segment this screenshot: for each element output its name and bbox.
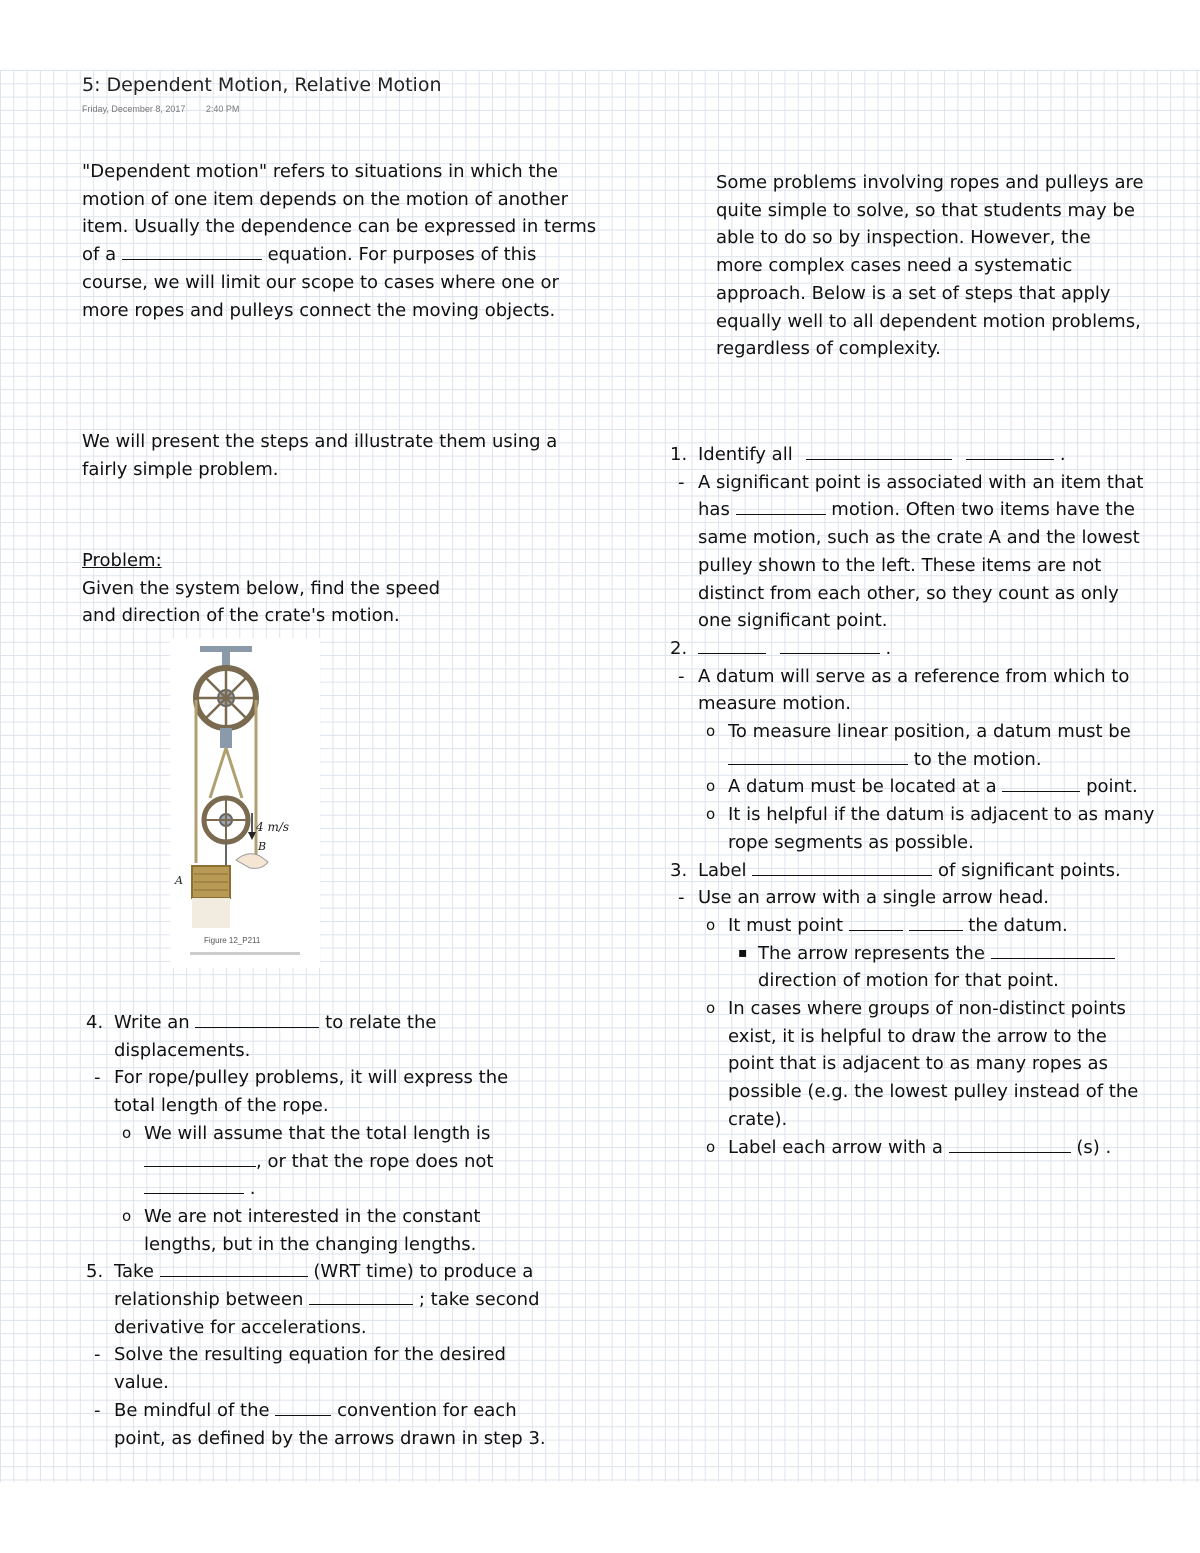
detail-line: distinct from each other, so they count as only — [698, 582, 1119, 604]
dash-bullet: - — [94, 1067, 101, 1089]
detail-text: has — [698, 499, 730, 521]
problem-statement — [82, 547, 502, 630]
step-number: 1. — [670, 444, 688, 465]
detail-line: direction of motion for that point. — [758, 970, 1059, 992]
step-text: Write an — [114, 1012, 190, 1033]
steps-left — [86, 1009, 586, 1452]
step-3-subsub-1 — [670, 940, 1190, 995]
detail-line: one significant point. — [698, 610, 888, 632]
pulley-bracket — [220, 728, 232, 748]
detail-text: . — [249, 1178, 256, 1200]
step-3-sub-1 — [670, 912, 1190, 940]
blank — [195, 1009, 319, 1028]
right-intro-line: able to do so by inspection. However, the — [716, 227, 1091, 249]
detail-line: A significant point is associated with an item that — [698, 471, 1144, 493]
right-intro-line: quite simple to solve, so that students may be — [716, 199, 1135, 221]
step-3-sub-2 — [670, 995, 1190, 1134]
circle-bullet: o — [706, 777, 716, 796]
detail-text: The arrow represents the — [758, 942, 985, 964]
intro-line: item. Usually the dependence can be expressed in terms — [82, 216, 597, 238]
step-text: Label — [698, 859, 747, 881]
step-number: 4. — [86, 1012, 104, 1033]
circle-bullet: o — [122, 1206, 132, 1225]
crate-shadow — [192, 898, 230, 928]
blank — [991, 940, 1115, 959]
detail-line: We are not interested in the constant — [144, 1205, 481, 1227]
blank — [698, 635, 766, 654]
step-2 — [670, 635, 1190, 663]
detail-text: Use an arrow with a single arrow head. — [698, 887, 1049, 909]
detail-line — [728, 746, 1190, 774]
step-text: . — [885, 637, 892, 659]
detail-line — [144, 1148, 586, 1176]
blank — [122, 241, 262, 260]
blank — [275, 1397, 331, 1416]
step-3-detail — [670, 884, 1190, 912]
blank — [780, 635, 880, 654]
right-intro-line: Some problems involving ropes and pulleys are — [716, 172, 1144, 193]
intro-line: course, we will limit our scope to cases where one or — [82, 271, 559, 293]
detail-line: Solve the resulting equation for the desired — [114, 1344, 506, 1366]
problem-heading: Problem: — [82, 550, 162, 571]
detail-line — [114, 1258, 586, 1286]
dash-bullet: - — [94, 1344, 101, 1366]
velocity-label: 4 m/s — [256, 820, 290, 834]
page-timestamp — [82, 104, 257, 114]
blank — [806, 441, 952, 460]
right-intro-line: regardless of complexity. — [716, 338, 941, 360]
detail-line: value. — [114, 1372, 169, 1394]
step-4-sub-2 — [86, 1203, 586, 1258]
figure-caption: Figure 12_P211 — [204, 936, 261, 945]
intro-text: equation. For purposes of this — [267, 244, 537, 266]
blank — [1002, 773, 1080, 792]
detail-text: point. — [1086, 776, 1138, 798]
detail-line: It is helpful if the datum is adjacent to as many — [728, 804, 1155, 826]
present-line: We will present the steps and illustrate them using a — [82, 431, 558, 452]
step-text: . — [1059, 444, 1066, 465]
detail-line — [114, 1286, 586, 1314]
detail-line: To measure linear position, a datum must be — [728, 721, 1131, 743]
ceiling-rod — [222, 652, 230, 666]
problem-line: Given the system below, find the speed — [82, 577, 441, 599]
circle-bullet: o — [122, 1123, 132, 1142]
step-2-sub-3 — [670, 801, 1190, 856]
detail-line: We will assume that the total length is — [144, 1122, 491, 1144]
step-5 — [86, 1258, 586, 1341]
step-1-detail — [670, 469, 1190, 635]
blank — [144, 1148, 256, 1167]
dash-bullet: - — [94, 1399, 101, 1421]
step-4 — [86, 1009, 586, 1064]
detail-text: (s) . — [1076, 1136, 1112, 1158]
detail-line: point that is adjacent to as many ropes as — [728, 1053, 1108, 1075]
detail-line: lengths, but in the changing lengths. — [144, 1233, 477, 1255]
intro-line: more ropes and pulleys connect the moving objects. — [82, 299, 556, 321]
detail-line: same motion, such as the crate A and the lowest — [698, 527, 1140, 549]
circle-bullet: o — [706, 805, 716, 824]
step-2-detail — [670, 663, 1190, 718]
detail-line — [114, 1009, 586, 1037]
detail-line: rope segments as possible. — [728, 831, 974, 853]
step-text: ; take second — [418, 1289, 540, 1311]
detail-text: Label each arrow with a — [728, 1136, 943, 1158]
blank — [160, 1258, 308, 1277]
step-3-sub-3 — [670, 1134, 1190, 1162]
blank — [728, 746, 908, 765]
detail-text: It must point — [728, 914, 844, 936]
figure-credit-line — [190, 952, 300, 955]
dash-bullet: - — [678, 471, 685, 493]
step-text: relationship between — [114, 1289, 304, 1311]
detail-line: derivative for accelerations. — [114, 1316, 367, 1338]
ceiling-mount — [200, 646, 252, 652]
step-text: Identify all — [698, 444, 793, 465]
step-4-detail — [86, 1064, 586, 1119]
right-intro-line: more complex cases need a systematic — [716, 255, 1073, 277]
detail-line: For rope/pulley problems, it will express the — [114, 1067, 509, 1089]
detail-text: to the motion. — [913, 748, 1042, 770]
blank — [949, 1134, 1071, 1153]
blank — [909, 912, 963, 931]
step-1 — [670, 441, 1190, 469]
intro-line: "Dependent motion" refers to situations in which the — [82, 161, 558, 182]
step-text: to relate the — [325, 1012, 437, 1033]
detail-line: displacements. — [114, 1039, 251, 1061]
step-3 — [670, 857, 1190, 885]
circle-bullet: o — [706, 999, 716, 1018]
step-number: 3. — [670, 859, 688, 881]
step-4-sub-1 — [86, 1120, 586, 1203]
page-time: 2:40 PM — [205, 104, 240, 114]
detail-line: crate). — [728, 1108, 788, 1130]
blank — [849, 912, 903, 931]
right-intro-paragraph — [716, 169, 1176, 363]
circle-bullet: o — [706, 722, 716, 741]
page-date: Friday, December 8, 2017 — [82, 104, 186, 114]
detail-text: , or that the rope does not — [256, 1150, 494, 1172]
problem-line: and direction of the crate's motion. — [82, 605, 400, 627]
step-2-sub-1 — [670, 718, 1190, 773]
page-title: 5: Dependent Motion, Relative Motion — [82, 74, 442, 96]
intro-line: motion of one item depends on the motion of another — [82, 188, 568, 210]
detail-text: convention for each — [337, 1399, 517, 1421]
detail-line — [114, 1397, 586, 1425]
blank — [144, 1175, 244, 1194]
detail-line: possible (e.g. the lowest pulley instead of the — [728, 1081, 1139, 1103]
present-line: fairly simple problem. — [82, 458, 279, 480]
detail-line: pulley shown to the left. These items are not — [698, 554, 1102, 576]
label-b: B — [258, 840, 267, 853]
dash-bullet: - — [678, 887, 685, 909]
intro-line — [82, 241, 622, 269]
circle-bullet: o — [706, 1137, 716, 1156]
blank — [309, 1286, 413, 1305]
circle-bullet: o — [706, 915, 716, 934]
step-text: Take — [114, 1261, 154, 1283]
detail-line — [758, 940, 1190, 968]
square-bullet: ▪ — [738, 944, 748, 961]
detail-line: In cases where groups of non-distinct points — [728, 998, 1126, 1020]
detail-line: exist, it is helpful to draw the arrow to the — [728, 1025, 1107, 1047]
right-intro-line: equally well to all dependent motion problems, — [716, 310, 1141, 332]
detail-text: A datum must be located at a — [728, 776, 997, 798]
step-5-detail-1 — [86, 1341, 586, 1396]
dash-bullet: - — [678, 665, 685, 687]
step-2-sub-2 — [670, 773, 1190, 801]
detail-line: measure motion. — [698, 693, 851, 715]
detail-text: motion. Often two items have the — [831, 499, 1135, 521]
step-5-detail-2 — [86, 1397, 586, 1452]
detail-line: point, as defined by the arrows drawn in step 3. — [114, 1427, 546, 1449]
detail-text: Be mindful of the — [114, 1399, 270, 1421]
intro-paragraph — [82, 158, 622, 324]
right-intro-line: approach. Below is a set of steps that apply — [716, 282, 1111, 304]
label-a: A — [175, 874, 183, 887]
blank — [736, 496, 826, 515]
detail-line — [144, 1175, 586, 1203]
detail-line: total length of the rope. — [114, 1095, 329, 1117]
blank — [966, 441, 1054, 460]
step-number: 2. — [670, 637, 688, 659]
steps-right — [670, 441, 1190, 1161]
detail-line — [698, 496, 1190, 524]
present-paragraph — [82, 428, 622, 483]
intro-text: of a — [82, 244, 117, 266]
step-text: (WRT time) to produce a — [313, 1261, 534, 1283]
detail-line: A datum will serve as a reference from which to — [698, 665, 1130, 687]
blank — [752, 857, 932, 876]
step-text: of significant points. — [938, 859, 1121, 881]
step-number: 5. — [86, 1261, 104, 1283]
detail-text: the datum. — [968, 914, 1068, 936]
pulley-figure — [170, 638, 320, 968]
